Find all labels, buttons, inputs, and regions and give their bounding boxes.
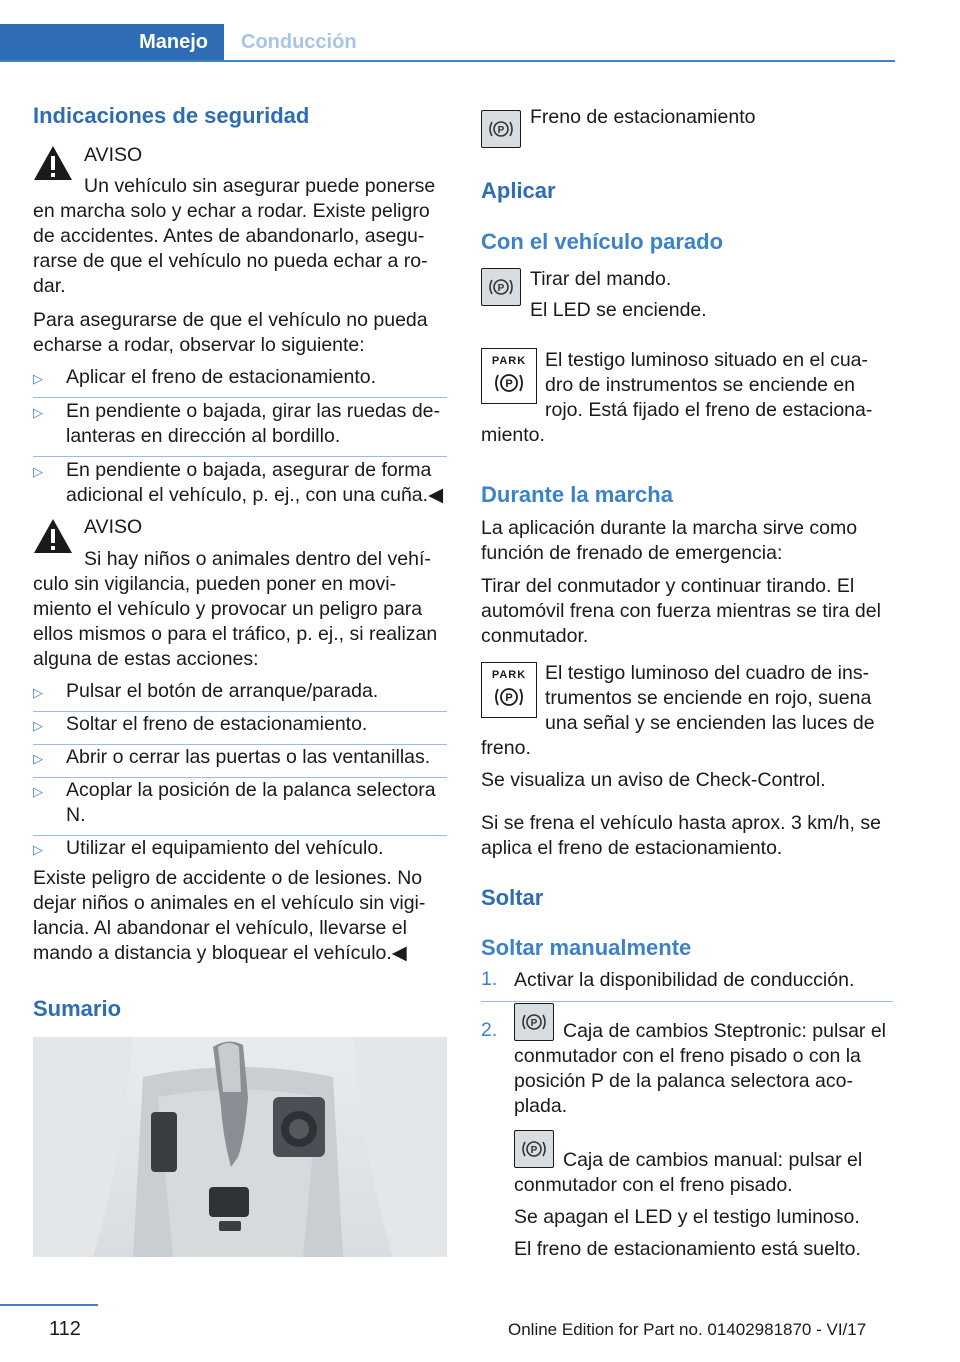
icon-caption: Freno de estacionamiento xyxy=(530,106,756,128)
warning2-line: Si hay niños o animales dentro del vehí- xyxy=(84,548,431,570)
list-divider xyxy=(481,1001,893,1002)
triangle-bullet-icon: ▷ xyxy=(33,751,43,766)
page-header xyxy=(0,24,895,62)
release-title: Soltar xyxy=(481,885,544,910)
step-number: 2. xyxy=(481,1019,498,1041)
svg-text:P: P xyxy=(530,1145,538,1156)
step2-manual-line: conmutador con el freno pisado. xyxy=(514,1174,793,1196)
warning2-line: miento el vehículo y provocar un peligro para xyxy=(33,598,423,620)
step1-text: Activar la disponibilidad de conducción. xyxy=(514,969,855,991)
svg-text:P: P xyxy=(530,1018,538,1029)
intro-line: Para asegurarse de que el vehículo no pueda xyxy=(33,309,428,331)
list-item: En pendiente o bajada, girar las ruedas de- xyxy=(66,400,441,422)
park-indicator-icon xyxy=(481,662,537,718)
step2-line: Caja de cambios Steptronic: pulsar el xyxy=(563,1020,886,1042)
step2-manual-line: Caja de cambios manual: pulsar el xyxy=(563,1149,863,1171)
svg-text:P: P xyxy=(505,378,513,390)
parked-lamp-line: dro de instrumentos se enciende en xyxy=(545,374,856,396)
parked-lamp-line: rojo. Está fijado el freno de estaciona- xyxy=(545,399,873,421)
step2-after: El freno de estacionamiento está suelto. xyxy=(514,1238,861,1260)
list-item: N. xyxy=(66,804,86,826)
outro-line: dejar niños o animales en el vehículo sin vigi- xyxy=(33,892,426,914)
parked-line: Tirar del mando. xyxy=(530,268,672,290)
warning1-line: en marcha solo y echar a rodar. Existe peligro xyxy=(33,200,430,222)
list-item: adicional el vehículo, p. ej., con una cuña.◀ xyxy=(66,484,444,506)
summary-title: Sumario xyxy=(33,996,122,1021)
driving-p2-line: Tirar del conmutador y continuar tirando. El xyxy=(481,575,855,597)
intro-line: echarse a rodar, observar lo siguiente: xyxy=(33,334,365,356)
driving-lamp-line: trumentos se enciende en rojo, suena xyxy=(545,687,872,709)
manual-release-title: Soltar manualmente xyxy=(481,935,692,960)
edition-text: Online Edition for Part no. 01402981870 - VI/17 xyxy=(508,1320,867,1339)
step-number: 1. xyxy=(481,968,498,990)
speed-note-line: aplica el freno de estacionamiento. xyxy=(481,837,783,859)
triangle-bullet-icon: ▷ xyxy=(33,718,43,733)
check-control-text: Se visualiza un aviso de Check-Control. xyxy=(481,769,826,791)
outro-line: mando a distancia y bloquear el vehículo.◀ xyxy=(33,942,407,964)
list-divider xyxy=(33,456,447,457)
svg-text:P: P xyxy=(497,125,505,136)
step2-line: conmutador con el freno pisado o con la xyxy=(514,1045,861,1067)
list-item: Soltar el freno de estacionamiento. xyxy=(66,713,368,735)
list-item: Acoplar la posición de la palanca selectora xyxy=(66,779,436,801)
driving-lamp-line: El testigo luminoso del cuadro de ins- xyxy=(545,662,870,684)
parking-brake-button-icon xyxy=(481,268,521,306)
triangle-bullet-icon: ▷ xyxy=(33,371,43,386)
list-item: Aplicar el freno de estacionamiento. xyxy=(66,366,377,388)
bullet-list-2 xyxy=(33,679,447,859)
outro-line: Existe peligro de accidente o de lesiones. No xyxy=(33,867,423,889)
console-photo xyxy=(33,1037,447,1257)
list-item: Utilizar el equipamiento del vehículo. xyxy=(66,837,384,859)
warning1-line: Un vehículo sin asegurar puede ponerse xyxy=(84,175,436,197)
parking-brake-button-icon xyxy=(514,1130,554,1168)
step2-line: plada. xyxy=(514,1095,568,1117)
warning1-line: dar. xyxy=(33,275,66,297)
step2-line: posición P de la palanca selectora aco- xyxy=(514,1070,853,1092)
triangle-bullet-icon: ▷ xyxy=(33,784,43,799)
page-number: 112 xyxy=(49,1318,81,1340)
warning-icon xyxy=(33,145,73,181)
list-item: lanteras en dirección al bordillo. xyxy=(66,425,341,447)
speed-note-line: Si se frena el vehículo hasta aprox. 3 km/h, se xyxy=(481,812,881,834)
warning1-line: rarse de que el vehículo no pueda echar a ro- xyxy=(33,250,428,272)
parked-line: El LED se enciende. xyxy=(530,299,707,321)
parking-brake-button-icon xyxy=(481,110,521,148)
warning2-line: alguna de estas acciones: xyxy=(33,648,259,670)
svg-text:P: P xyxy=(497,283,505,294)
driving-p1-line: La aplicación durante la marcha sirve como xyxy=(481,517,858,539)
driving-lamp-line: una señal y se encienden las luces de xyxy=(545,712,875,734)
triangle-bullet-icon: ▷ xyxy=(33,842,43,857)
list-item: Abrir o cerrar las puertas o las ventanillas. xyxy=(66,746,431,768)
warning2-line: ellos mismos o para el tráfico, p. ej., si realizan xyxy=(33,623,438,645)
driving-title: Durante la marcha xyxy=(481,482,673,507)
list-item: Pulsar el botón de arranque/parada. xyxy=(66,680,379,702)
step2-after: Se apagan el LED y el testigo luminoso. xyxy=(514,1206,860,1228)
triangle-bullet-icon: ▷ xyxy=(33,464,43,479)
triangle-bullet-icon: ▷ xyxy=(33,685,43,700)
warning-icon xyxy=(33,518,73,554)
parked-lamp-line: miento. xyxy=(481,424,545,446)
tab-conduccion[interactable]: Conducción xyxy=(241,31,357,53)
tab-manejo[interactable]: Manejo xyxy=(0,24,224,62)
park-indicator-icon xyxy=(481,348,537,404)
warning2-line: culo sin vigilancia, pueden poner en movi- xyxy=(33,573,397,595)
driving-p1-line: función de frenado de emergencia: xyxy=(481,542,783,564)
outro-line: lancia. Al abandonar el vehículo, llevarse el xyxy=(33,917,407,939)
list-item: En pendiente o bajada, asegurar de forma xyxy=(66,459,432,481)
warning1-line: de accidentes. Antes de abandonarlo, asegu- xyxy=(33,225,425,247)
driving-p2-line: conmutador. xyxy=(481,625,589,647)
bullet-list-1 xyxy=(33,365,447,505)
park-label: PARK xyxy=(491,669,527,681)
header-divider xyxy=(0,60,895,62)
parked-title: Con el vehículo parado xyxy=(481,229,724,254)
svg-text:P: P xyxy=(505,692,513,704)
apply-title: Aplicar xyxy=(481,178,556,203)
driving-p2-line: automóvil frena con fuerza mientras se tira del xyxy=(481,600,881,622)
warning1-label: AVISO xyxy=(84,144,143,166)
safety-title: Indicaciones de seguridad xyxy=(33,103,310,128)
driving-lamp-line: freno. xyxy=(481,737,531,759)
warning2-label: AVISO xyxy=(84,516,143,538)
parked-lamp-line: El testigo luminoso situado en el cua- xyxy=(545,349,869,371)
park-label: PARK xyxy=(491,355,527,367)
parking-brake-button-icon xyxy=(514,1003,554,1041)
triangle-bullet-icon: ▷ xyxy=(33,405,43,420)
list-divider xyxy=(33,397,447,398)
footer-divider xyxy=(0,1304,98,1306)
